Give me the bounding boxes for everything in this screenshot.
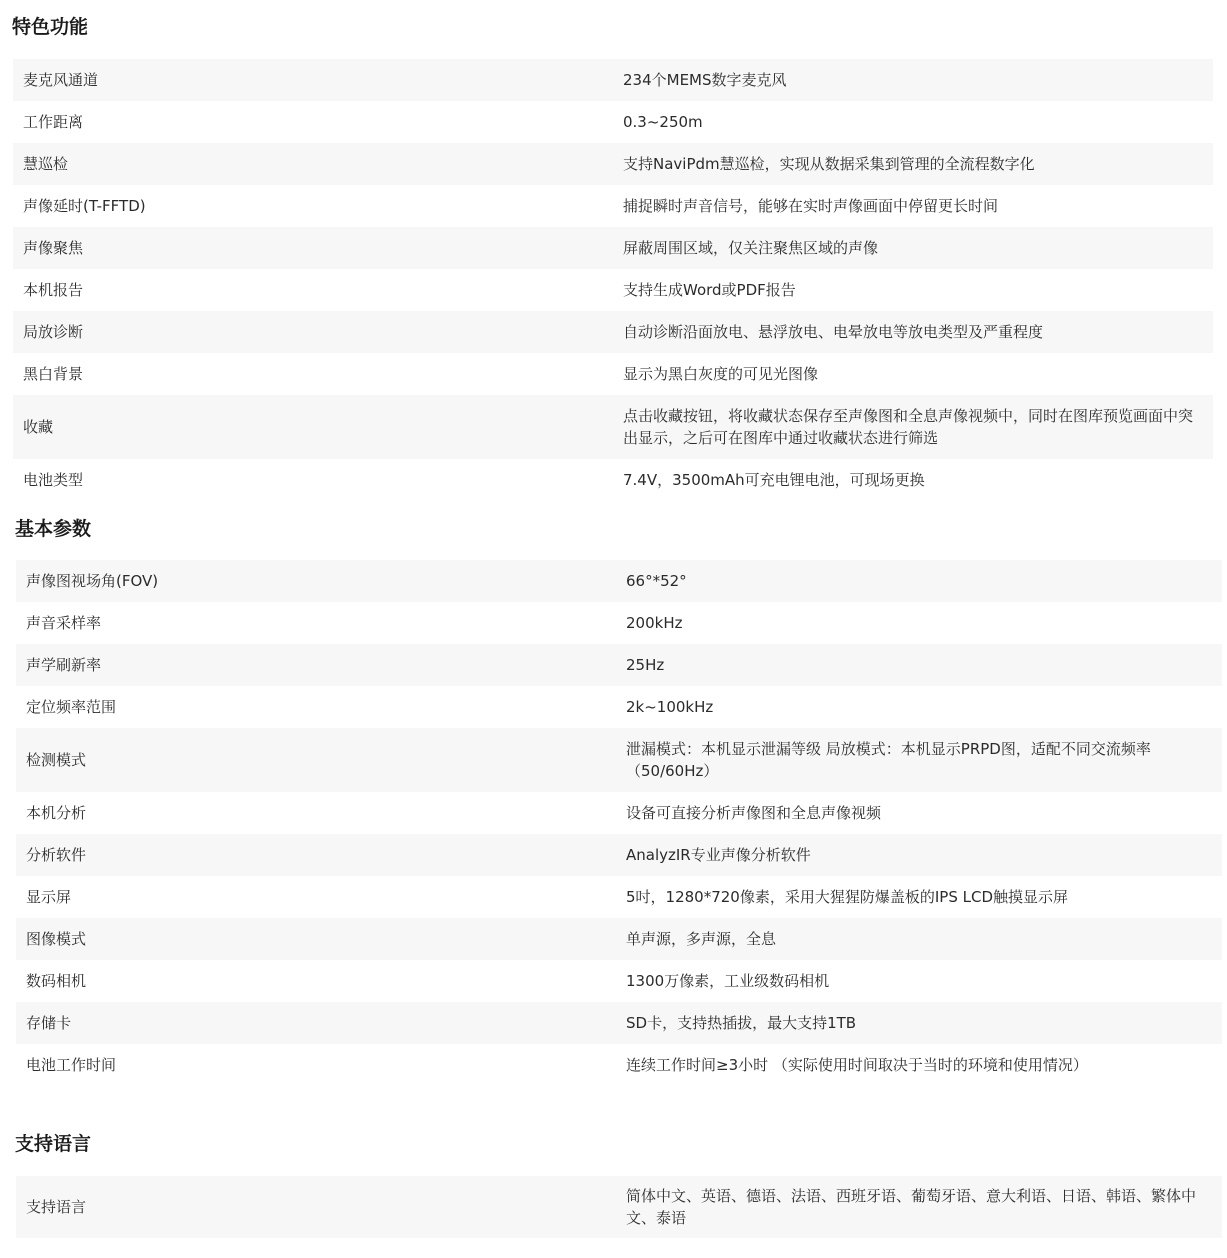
table-row xyxy=(16,560,1222,602)
row-value: 简体中文、英语、德语、法语、西班牙语、葡萄牙语、意大利语、日语、韩语、繁体中文、泰语 xyxy=(616,1176,1222,1238)
row-label: 本机分析 xyxy=(16,792,616,834)
table-row xyxy=(13,269,1213,311)
table-row xyxy=(13,311,1213,353)
section-title-features: 特色功能 xyxy=(12,16,89,38)
row-label: 工作距离 xyxy=(13,101,613,143)
table-row xyxy=(13,459,1213,501)
row-label: 声音采样率 xyxy=(16,602,616,644)
row-value: 泄漏模式：本机显示泄漏等级 局放模式：本机显示PRPD图，适配不同交流频率（50/60Hz） xyxy=(616,728,1222,792)
row-label: 存储卡 xyxy=(16,1002,616,1044)
row-label: 声像图视场角(FOV) xyxy=(16,560,616,602)
row-label: 电池工作时间 xyxy=(16,1044,616,1086)
row-value: 连续工作时间≥3小时 （实际使用时间取决于当时的环境和使用情况） xyxy=(616,1044,1222,1086)
table-row xyxy=(16,834,1222,876)
table-row xyxy=(16,1176,1222,1238)
row-label: 麦克风通道 xyxy=(13,59,613,101)
row-value: 200kHz xyxy=(616,602,1222,644)
row-label: 声像聚焦 xyxy=(13,227,613,269)
row-value: 单声源，多声源，全息 xyxy=(616,918,1222,960)
row-value: 25Hz xyxy=(616,644,1222,686)
table-row xyxy=(16,960,1222,1002)
row-value: 2k~100kHz xyxy=(616,686,1222,728)
row-label: 声学刷新率 xyxy=(16,644,616,686)
row-label: 分析软件 xyxy=(16,834,616,876)
table-row xyxy=(16,728,1222,792)
section-title-basic-params: 基本参数 xyxy=(15,518,92,540)
basic-params-table xyxy=(16,560,1222,1086)
row-label: 定位频率范围 xyxy=(16,686,616,728)
row-label: 显示屏 xyxy=(16,876,616,918)
table-row xyxy=(16,918,1222,960)
table-row xyxy=(16,602,1222,644)
row-value: 1300万像素，工业级数码相机 xyxy=(616,960,1222,1002)
row-value: 66°*52° xyxy=(616,560,1222,602)
row-value: 支持NaviPdm慧巡检，实现从数据采集到管理的全流程数字化 xyxy=(613,143,1213,185)
row-value: 7.4V，3500mAh可充电锂电池，可现场更换 xyxy=(613,459,1213,501)
row-label: 电池类型 xyxy=(13,459,613,501)
table-row xyxy=(13,101,1213,143)
table-row xyxy=(13,59,1213,101)
row-label: 图像模式 xyxy=(16,918,616,960)
table-row xyxy=(13,353,1213,395)
row-value: 5吋，1280*720像素，采用大猩猩防爆盖板的IPS LCD触摸显示屏 xyxy=(616,876,1222,918)
table-row xyxy=(13,227,1213,269)
table-row xyxy=(13,185,1213,227)
table-row xyxy=(16,686,1222,728)
table-row xyxy=(13,143,1213,185)
table-row xyxy=(16,1002,1222,1044)
features-table xyxy=(13,59,1213,501)
row-value: 自动诊断沿面放电、悬浮放电、电晕放电等放电类型及严重程度 xyxy=(613,311,1213,353)
row-value: 显示为黑白灰度的可见光图像 xyxy=(613,353,1213,395)
row-label: 慧巡检 xyxy=(13,143,613,185)
table-row xyxy=(16,1044,1222,1086)
row-label: 数码相机 xyxy=(16,960,616,1002)
row-value: 0.3~250m xyxy=(613,101,1213,143)
row-value: 屏蔽周围区域，仅关注聚焦区域的声像 xyxy=(613,227,1213,269)
row-label: 局放诊断 xyxy=(13,311,613,353)
row-label: 支持语言 xyxy=(16,1176,616,1238)
row-value: SD卡，支持热插拔，最大支持1TB xyxy=(616,1002,1222,1044)
row-label: 黑白背景 xyxy=(13,353,613,395)
row-label: 本机报告 xyxy=(13,269,613,311)
table-row xyxy=(13,395,1213,459)
row-label: 检测模式 xyxy=(16,728,616,792)
row-value: AnalyzIR专业声像分析软件 xyxy=(616,834,1222,876)
row-label: 收藏 xyxy=(13,395,613,459)
table-row xyxy=(16,792,1222,834)
row-value: 234个MEMS数字麦克风 xyxy=(613,59,1213,101)
row-label: 声像延时(T-FFTD) xyxy=(13,185,613,227)
section-title-languages: 支持语言 xyxy=(15,1133,92,1155)
row-value: 点击收藏按钮，将收藏状态保存至声像图和全息声像视频中，同时在图库预览画面中突出显示，之后可在图库中通过收藏状态进行筛选 xyxy=(613,395,1213,459)
row-value: 支持生成Word或PDF报告 xyxy=(613,269,1213,311)
table-row xyxy=(16,876,1222,918)
row-value: 设备可直接分析声像图和全息声像视频 xyxy=(616,792,1222,834)
row-value: 捕捉瞬时声音信号，能够在实时声像画面中停留更长时间 xyxy=(613,185,1213,227)
table-row xyxy=(16,644,1222,686)
languages-table xyxy=(16,1176,1222,1238)
